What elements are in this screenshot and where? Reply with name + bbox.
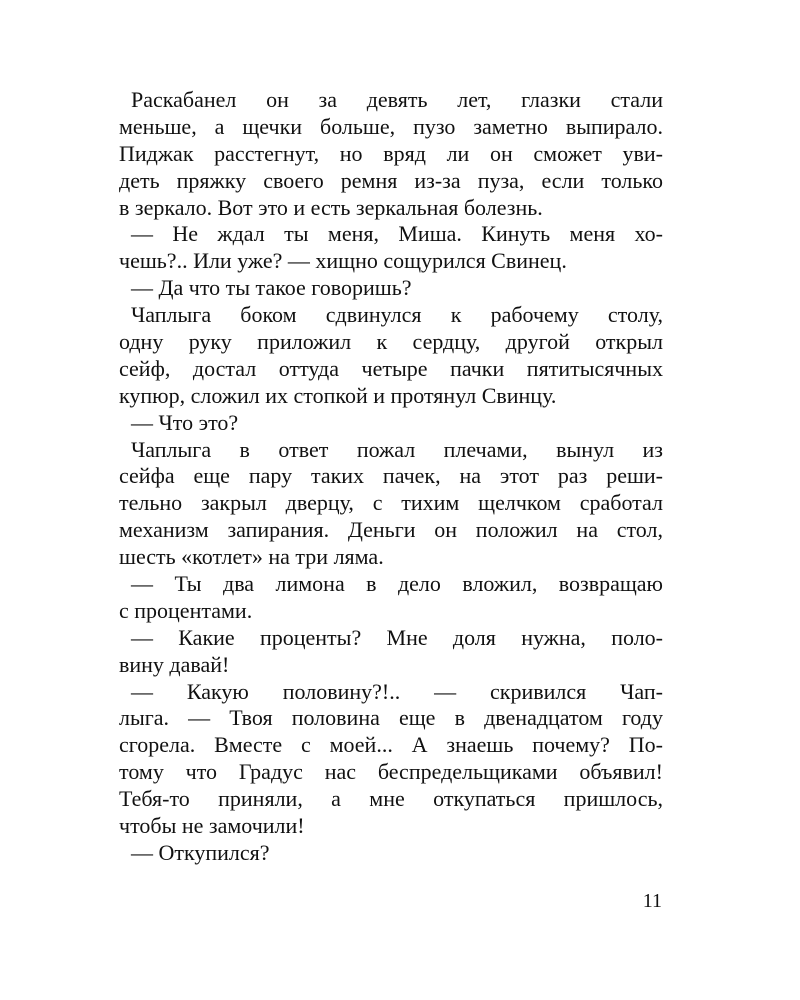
text-line: купюр, сложил их стопкой и протянул Свинцу.	[119, 382, 557, 408]
text-line: — Ты два лимона в дело вложил, возвращаю	[131, 571, 663, 597]
text-line: в зеркало. Вот это и есть зеркальная болезнь.	[119, 194, 543, 220]
text-line: Раскабанел он за девять лет, глазки стали	[131, 87, 663, 112]
text-line: сгорела. Вместе с моей... А знаешь почему? По-	[119, 732, 663, 758]
text-line: одну руку приложил к сердцу, другой открыл	[119, 329, 663, 355]
text-line: меньше, а щечки больше, пузо заметно выпирало.	[119, 113, 663, 139]
text-line: чтобы не замочили!	[119, 813, 305, 839]
text-line: вину давай!	[119, 651, 230, 677]
text-line: механизм запирания. Деньги он положил на стол,	[119, 517, 663, 543]
body-text	[119, 87, 663, 867]
text-line: сейфа еще пару таких пачек, на этот раз реши-	[119, 463, 663, 489]
text-line: чешь?.. Или уже? — хищно сощурился Свинец.	[119, 248, 567, 274]
text-line: — Какие проценты? Мне доля нужна, поло-	[131, 624, 663, 650]
text-line: Тебя-то приняли, а мне откупаться пришлось,	[119, 786, 663, 812]
text-line: — Что это?	[131, 409, 239, 435]
text-line: Пиджак расстегнут, но вряд ли он сможет уви-	[119, 140, 663, 166]
text-line: — Откупился?	[131, 839, 270, 865]
text-line: тому что Градус нас беспредельщиками объявил!	[119, 759, 663, 785]
text-line: лыга. — Твоя половина еще в двенадцатом году	[119, 705, 663, 731]
text-line: Чаплыга в ответ пожал плечами, вынул из	[131, 436, 663, 462]
text-line: шесть «котлет» на три ляма.	[119, 544, 384, 570]
text-line: с процентами.	[119, 597, 253, 623]
page-number: 11	[642, 890, 662, 912]
text-line: Чаплыга боком сдвинулся к рабочему столу,	[131, 302, 663, 328]
text-line: — Да что ты такое говоришь?	[131, 275, 412, 301]
text-line: — Не ждал ты меня, Миша. Кинуть меня хо-	[131, 221, 663, 247]
text-line: тельно закрыл дверцу, с тихим щелчком сработал	[119, 490, 663, 516]
text-line: деть пряжку своего ремня из-за пуза, если только	[119, 167, 663, 193]
text-line: — Какую половину?!.. — скривился Чап-	[131, 678, 663, 704]
text-line: сейф, достал оттуда четыре пачки пятитысячных	[119, 355, 663, 381]
